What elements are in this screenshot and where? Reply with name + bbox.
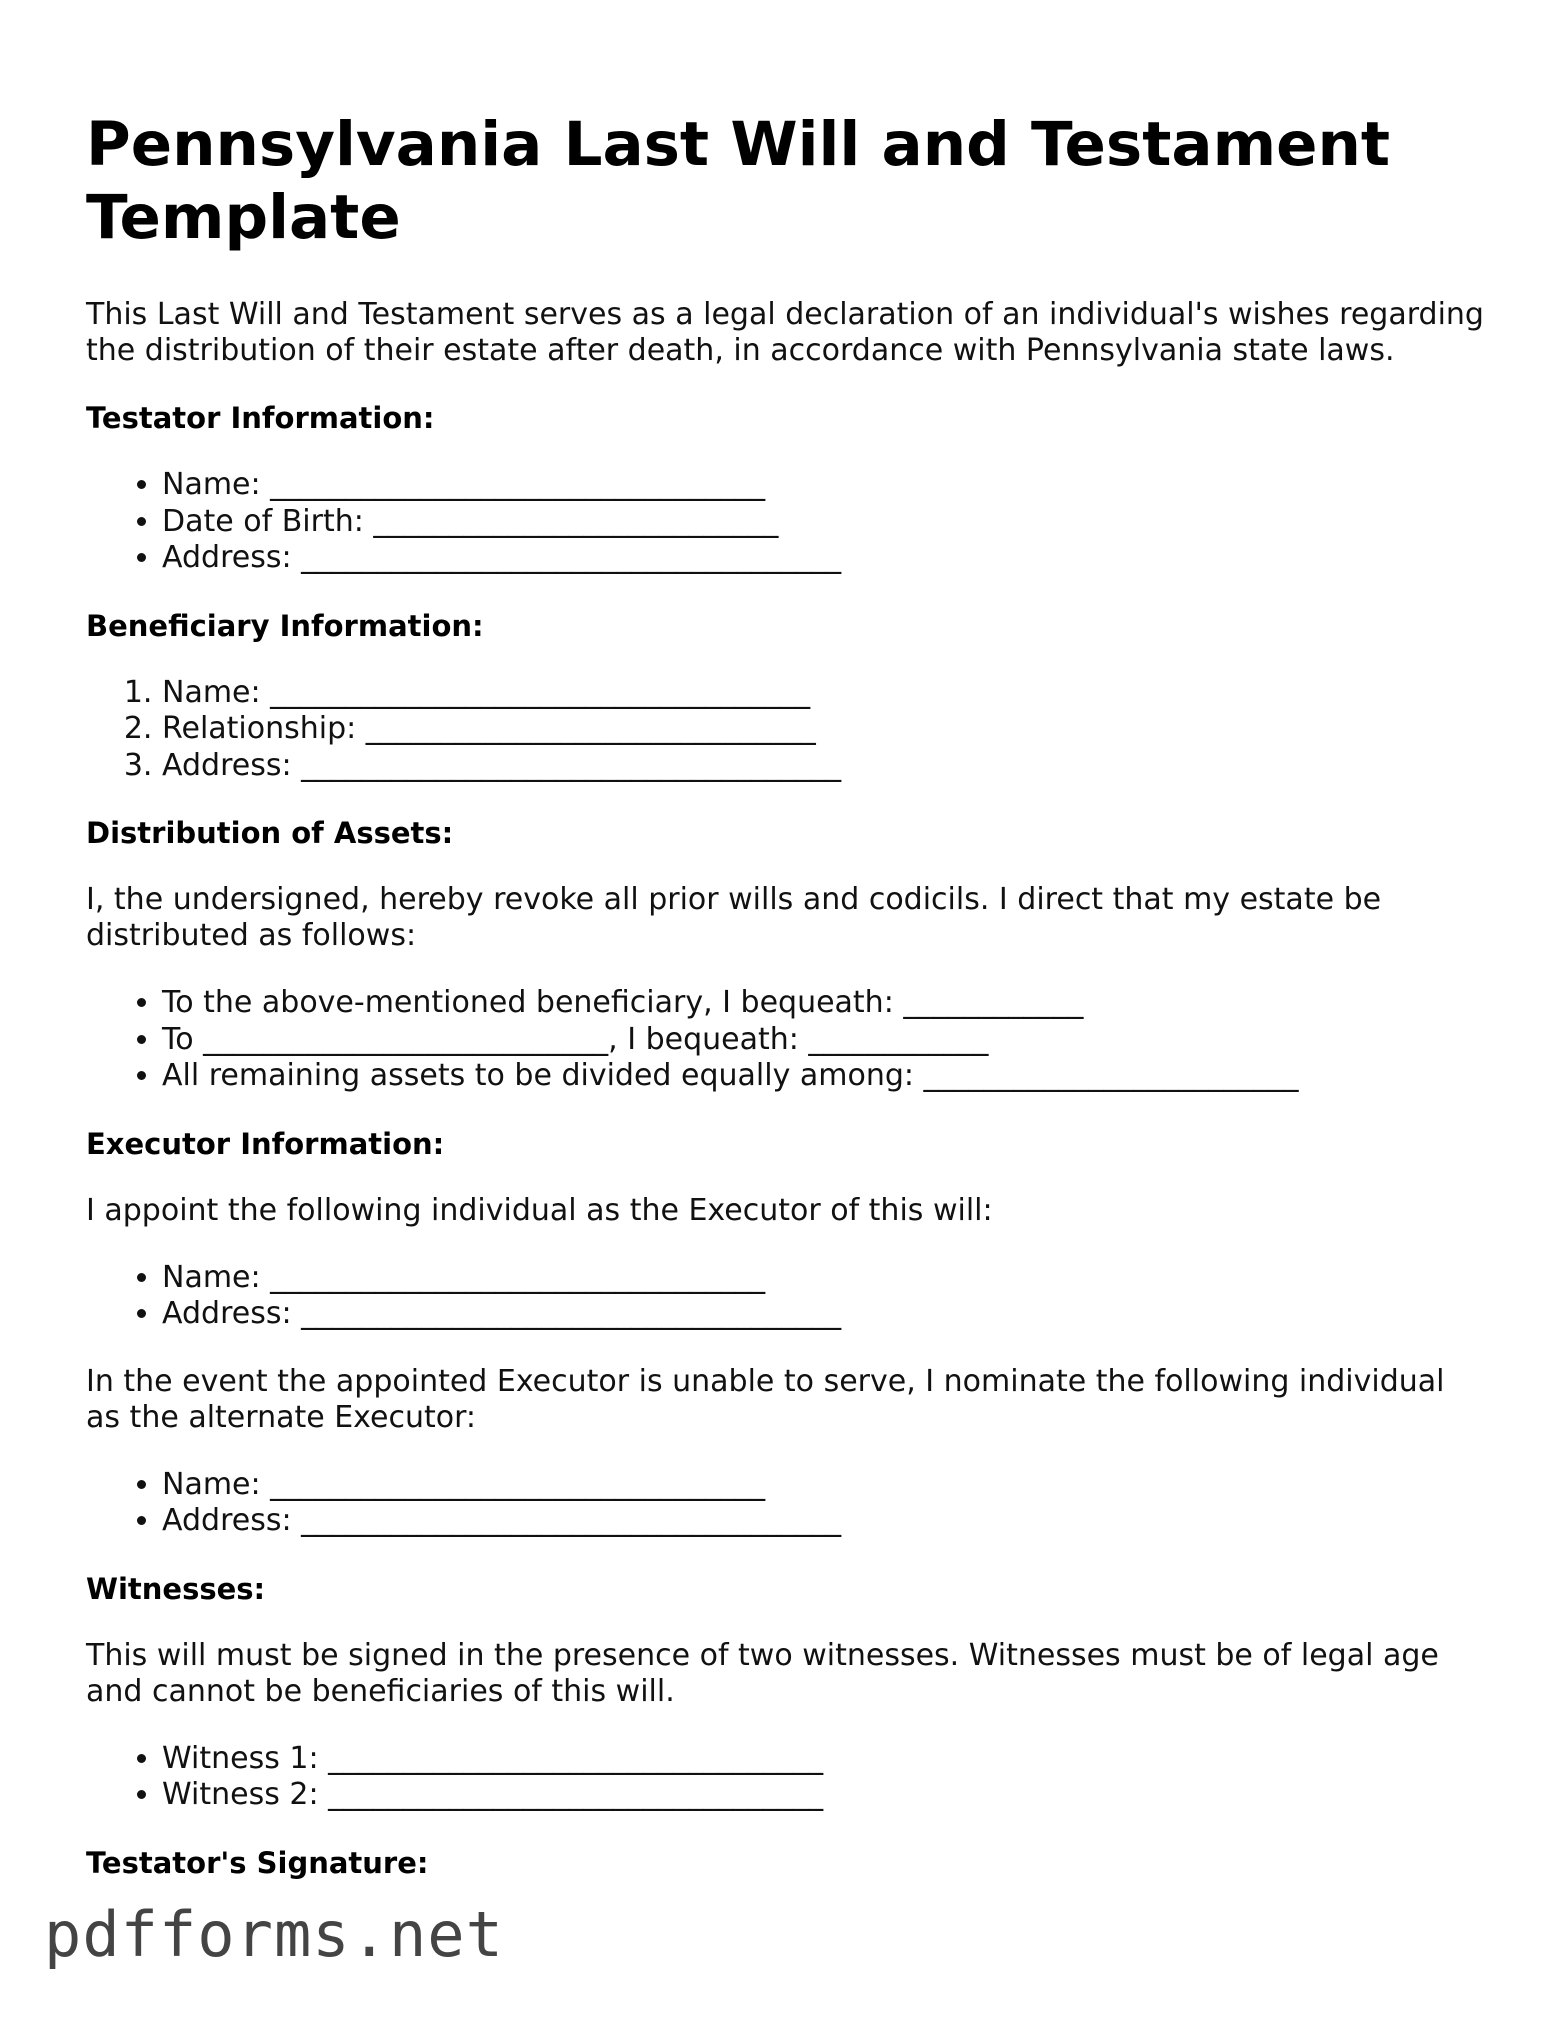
witnesses-list	[86, 1741, 1486, 1814]
witnesses-paragraph: This will must be signed in the presence of two witnesses. Witnesses must be of legal age and cannot be beneficiaries of this will.	[86, 1637, 1439, 1709]
alternate-executor-paragraph: In the event the appointed Executor is unable to serve, I nominate the following individual as the alternate Executor:	[86, 1363, 1445, 1435]
beneficiary-list	[86, 675, 1486, 785]
intro-paragraph: This Last Will and Testament serves as a legal declaration of an individual's wishes regarding the distribution of their estate after death, in accordance with Pennsylvania state laws.	[86, 297, 1484, 368]
signature-heading: Testator's Signature:	[86, 1845, 429, 1880]
distribution-item: • To the above-mentioned beneficiary, I bequeath: ____________	[162, 985, 1486, 1022]
testator-heading: Testator Information:	[86, 401, 435, 435]
alternate-executor-address-field: • Address: ____________________________________	[162, 1503, 1486, 1540]
testator-name-field: • Name: _________________________________	[162, 467, 1486, 504]
beneficiary-name-field: 1. Name: ____________________________________	[162, 675, 1486, 712]
testator-address-field: • Address: ____________________________________	[162, 540, 1486, 577]
distribution-item: • To ___________________________, I bequeath: ____________	[162, 1022, 1486, 1059]
witnesses-heading: Witnesses:	[86, 1571, 266, 1606]
executor-list	[86, 1260, 1486, 1333]
document-page	[86, 108, 1486, 1912]
executor-heading: Executor Information:	[86, 1126, 445, 1161]
distribution-heading: Distribution of Assets:	[86, 816, 454, 850]
executor-name-field: • Name: _________________________________	[162, 1260, 1486, 1297]
executor-paragraph: I appoint the following individual as the Executor of this will:	[86, 1192, 993, 1228]
watermark-logo: pdfforms.net	[44, 1898, 504, 1971]
testator-dob-field: • Date of Birth: ___________________________	[162, 504, 1486, 541]
distribution-paragraph: I, the undersigned, hereby revoke all prior wills and codicils. I direct that my estate be distributed as follows:	[86, 882, 1382, 953]
testator-list	[86, 467, 1486, 577]
alternate-executor-list	[86, 1467, 1486, 1540]
beneficiary-address-field: 3. Address: ____________________________________	[162, 748, 1486, 785]
beneficiary-relationship-field: 2. Relationship: ______________________________	[162, 711, 1486, 748]
executor-address-field: • Address: ____________________________________	[162, 1296, 1486, 1333]
beneficiary-heading: Beneficiary Information:	[86, 608, 484, 643]
distribution-list	[86, 985, 1486, 1095]
witness-2-field: • Witness 2: _________________________________	[162, 1777, 1486, 1814]
alternate-executor-name-field: • Name: _________________________________	[162, 1467, 1486, 1504]
witness-1-field: • Witness 1: _________________________________	[162, 1741, 1486, 1778]
document-title: Pennsylvania Last Will and Testament Template	[86, 109, 1391, 253]
distribution-item: • All remaining assets to be divided equally among: _________________________	[162, 1058, 1486, 1095]
